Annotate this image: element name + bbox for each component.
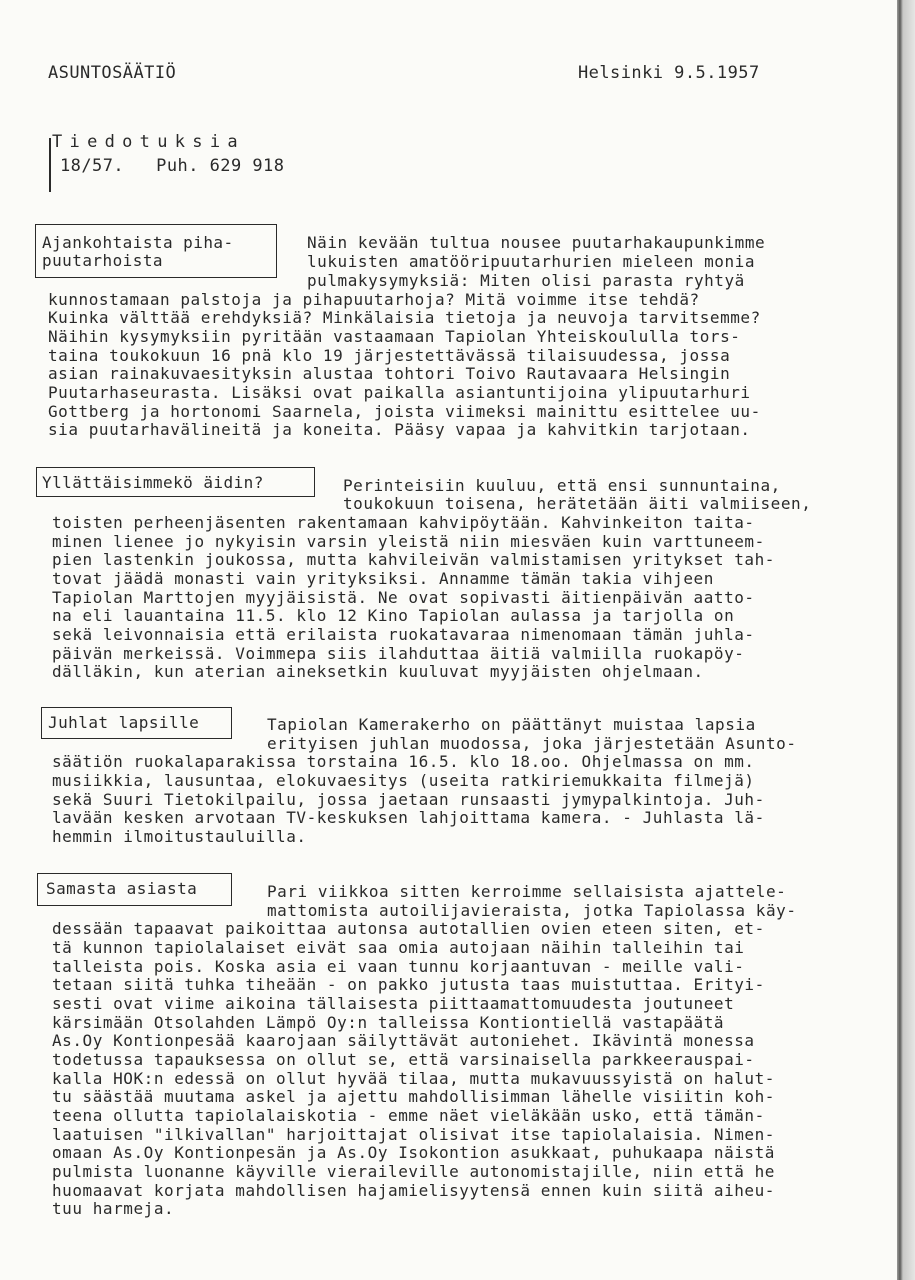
section-heading-line: Samasta asiasta xyxy=(46,879,198,898)
bulletin-title: Tiedotuksia xyxy=(52,132,245,152)
paragraph-line: toisten perheenjäsenten rakentamaan kahvipöytään. Kahvinkeiton taita- xyxy=(52,513,755,532)
paragraph-line: laatuisen "ilkivallan" harjoittajat olisivat itse tapiolalaisia. Nimen- xyxy=(52,1125,775,1144)
paragraph-line: päivän merkeissä. Voimmepa siis ilahduttaa äitiä valmiilla ruokapöy- xyxy=(52,644,745,663)
paragraph-line: sekä leivonnaisia että erilaista ruokatavaraa nimenomaan tämän juhla- xyxy=(52,625,755,644)
paragraph-line: pulmista luonanne käyville vieraileville autonomistajille, niin että he xyxy=(52,1162,775,1181)
place-and-date: Helsinki 9.5.1957 xyxy=(578,63,760,83)
paragraph-line: talleista pois. Koska asia ei vaan tunnu korjaantuvan - meille vali- xyxy=(52,957,745,976)
organization-name: ASUNTOSÄÄTIÖ xyxy=(48,63,177,83)
paragraph-line: toukokuun toisena, herätetään äiti valmiiseen, xyxy=(343,494,812,513)
paragraph-line: sesti ovat viime aikoina tällaisesta piittaamattomuudesta joutuneet xyxy=(52,994,735,1013)
paragraph-line: na eli lauantaina 11.5. klo 12 Kino Tapiolan aulassa ja tarjolla on xyxy=(52,606,735,625)
paragraph-line: lavään kesken arvotaan TV-keskuksen lahjoittama kamera. - Juhlasta lä- xyxy=(52,808,765,827)
paragraph-line: lukuisten amatööripuutarhurien mieleen monia xyxy=(307,252,756,271)
scan-page-edge xyxy=(897,0,915,1280)
paragraph-line: As.Oy Kontionpesää kaarojaan säilyttävät autoniehet. Ikävintä monessa xyxy=(52,1031,755,1050)
section-heading-line: puutarhoista xyxy=(42,251,163,270)
paragraph-line: omaan As.Oy Kontionpesän ja As.Oy Isokontion asukkaat, puhukaapa näistä xyxy=(52,1143,775,1162)
paragraph-line: tu säästää muutama askel ja ajettu mahdollisimman lähelle visiitin koh- xyxy=(52,1087,775,1106)
paragraph-line: taina toukokuun 16 pnä klo 19 järjestettävässä tilaisuudessa, jossa xyxy=(48,346,731,365)
paragraph-line: kunnostamaan palstoja ja pihapuutarhoja? Mitä voimme itse tehdä? xyxy=(48,290,700,309)
paragraph-line: tetaan siitä tuhka tiheään - on pakko jutusta taas muistuttaa. Erityi- xyxy=(52,975,765,994)
section-heading-line: Juhlat lapsille xyxy=(48,713,200,732)
paragraph-line: Puutarhaseurasta. Lisäksi ovat paikalla asiantuntijoina ylipuutarhuri xyxy=(48,383,751,402)
bulletin-number-phone: 18/57. Puh. 629 918 xyxy=(60,156,285,176)
paragraph-line: minen lienee jo nykyisin varsin yleistä niin miesväen kuin varttuneem- xyxy=(52,532,765,551)
paragraph-line: säätiön ruokalaparakissa torstaina 16.5. klo 18.oo. Ohjelmassa on mm. xyxy=(52,752,755,771)
paragraph-line: asian rainakuvaesityksin alustaa tohtori Toivo Rautavaara Helsingin xyxy=(48,364,731,383)
paragraph-line: pien lastenkin joukossa, mutta kahvileivän valmistamisen yritykset tah- xyxy=(52,550,775,569)
paragraph-line: Pari viikkoa sitten kerroimme sellaisista ajattele- xyxy=(267,882,787,901)
paragraph-line: Näin kevään tultua nousee puutarhakaupunkimme xyxy=(307,233,766,252)
paragraph-line: Näihin kysymyksiin pyritään vastaamaan Tapiolan Yhteiskoululla tors- xyxy=(48,327,741,346)
paragraph-line: sekä Suuri Tietokilpailu, jossa jaetaan runsaasti jymypalkintoja. Juh- xyxy=(52,790,765,809)
paragraph-line: erityisen juhlan muodossa, joka järjestetään Asunto- xyxy=(267,734,797,753)
paragraph-line: Tapiolan Kamerakerho on päättänyt muistaa lapsia xyxy=(267,715,756,734)
paragraph-line: todetussa tapauksessa on ollut se, että varsinaisella parkkeerauspai- xyxy=(52,1050,755,1069)
paragraph-line: kalla HOK:n edessä on ollut hyvää tilaa, mutta mukavuussyistä on halut- xyxy=(52,1069,775,1088)
paragraph-line: Gottberg ja hortonomi Saarnela, joista viimeksi mainittu esittelee uu- xyxy=(48,402,761,421)
paragraph-line: mattomista autoilijavieraista, jotka Tapiolassa käy- xyxy=(267,901,797,920)
paragraph-line: tovat jäädä monasti vain yrityksiksi. Annamme tämän takia vihjeen xyxy=(52,569,714,588)
section-heading-line: Yllättäisimmekö äidin? xyxy=(42,473,264,492)
paragraph-line: Tapiolan Marttojen myyjäisistä. Ne ovat sopivasti äitienpäivän aatto- xyxy=(52,588,755,607)
paragraph-line: huomaavat korjata mahdollisen hajamielisyytensä ennen kuin siitä aiheu- xyxy=(52,1181,775,1200)
paragraph-line: dälläkin, kun aterian aineksetkin kuuluvat myyjäisten ohjelmaan. xyxy=(52,662,704,681)
paragraph-line: kärsimään Otsolahden Lämpö Oy:n talleissa Kontiontiellä vastapäätä xyxy=(52,1013,725,1032)
handwritten-margin-mark xyxy=(49,138,51,192)
paragraph-line: teena ollutta tapiolalaiskotia - emme näet vieläkään usko, että tämän- xyxy=(52,1106,765,1125)
paragraph-line: tuu harmeja. xyxy=(52,1199,175,1218)
paragraph-line: sia puutarhavälineitä ja koneita. Pääsy vapaa ja kahvitkin tarjotaan. xyxy=(48,420,751,439)
paragraph-line: pulmakysymyksiä: Miten olisi parasta ryhtyä xyxy=(307,271,745,290)
section-heading-line: Ajankohtaista piha- xyxy=(42,233,234,252)
paragraph-line: musiikkia, lausuntaa, elokuvaesitys (useita ratkiriemukkaita filmejä) xyxy=(52,771,755,790)
paragraph-line: hemmin ilmoitustauluilla. xyxy=(52,827,307,846)
paragraph-line: Kuinka välttää erehdyksiä? Minkälaisia tietoja ja neuvoja tarvitsemme? xyxy=(48,308,761,327)
paragraph-line: dessään tapaavat paikoittaa autonsa autotallien ovien eteen siten, et- xyxy=(52,919,765,938)
paragraph-line: tä kunnon tapiolalaiset eivät saa omia autojaan näihin talleihin tai xyxy=(52,938,745,957)
paragraph-line: Perinteisiin kuuluu, että ensi sunnuntaina, xyxy=(343,476,781,495)
